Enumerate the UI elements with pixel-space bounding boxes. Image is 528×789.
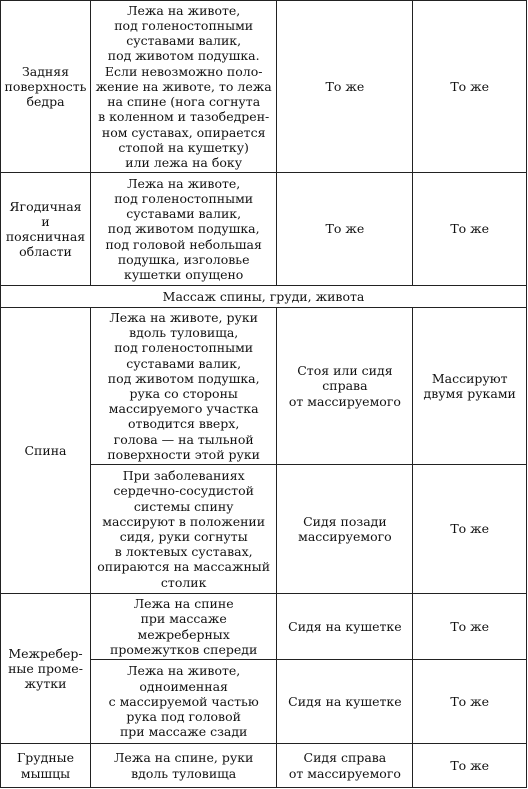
- masseur-position-cell: Сидя на кушетке: [277, 660, 413, 744]
- technique-cell: То же: [413, 173, 527, 286]
- technique-cell: То же: [413, 744, 527, 788]
- area-cell: Задняя поверхность бедра: [1, 1, 91, 173]
- masseur-position-cell: То же: [277, 1, 413, 173]
- technique-cell: То же: [413, 660, 527, 744]
- masseur-position-cell: То же: [277, 173, 413, 286]
- position-cell: Лежа на животе, под голеностопными суставами валик, под животом подушка, под головой небольшая подушка, изголовье кушетки опущено: [90, 173, 276, 286]
- table-row: [1, 744, 527, 788]
- technique-cell: То же: [413, 465, 527, 594]
- section-header-row: [1, 286, 527, 308]
- masseur-position-cell: Сидя справа от массируемого: [277, 744, 413, 788]
- table-row: [1, 308, 527, 465]
- position-cell: При заболеваниях сердечно-сосудистой системы спину массируют в положении сидя, руки согнуты в локтевых суставах, опираются на массажный столик: [90, 465, 276, 594]
- position-cell: Лежа на животе, руки вдоль туловища, под голеностопными суставами валик, под животом подушка, рука со стороны массируемого участка отводится вверх, голова — на тыльной поверхности этой руки: [90, 308, 276, 465]
- area-cell: Межребер- ные проме- жутки: [1, 594, 91, 744]
- area-cell: Ягодичная и поясничная области: [1, 173, 91, 286]
- table-row: [1, 594, 527, 660]
- technique-cell: То же: [413, 594, 527, 660]
- position-cell: Лежа на животе, одноименная с массируемой частью рука под головой при массаже сзади: [90, 660, 276, 744]
- position-cell: Лежа на спине при массаже межреберных промежутков спереди: [90, 594, 276, 660]
- masseur-position-cell: Стоя или сидя справа от массируемого: [277, 308, 413, 465]
- table-row: [1, 1, 527, 173]
- technique-cell: То же: [413, 1, 527, 173]
- position-cell: Лежа на спине, руки вдоль туловища: [90, 744, 276, 788]
- area-cell: Грудные мышцы: [1, 744, 91, 788]
- area-cell: Спина: [1, 308, 91, 594]
- masseur-position-cell: Сидя на кушетке: [277, 594, 413, 660]
- position-cell: Лежа на животе, под голеностопными суставами валик, под животом подушка. Если невозможно поло- жение на животе, то лежа на спине (нога согнута в коленном и тазобедрен- ном суставах, опирается стопой на кушетку) или лежа на боку: [90, 1, 276, 173]
- masseur-position-cell: Сидя позади массируемого: [277, 465, 413, 594]
- technique-cell: Массируют двумя руками: [413, 308, 527, 465]
- section-header: Массаж спины, груди, живота: [1, 286, 527, 308]
- table-row: [1, 173, 527, 286]
